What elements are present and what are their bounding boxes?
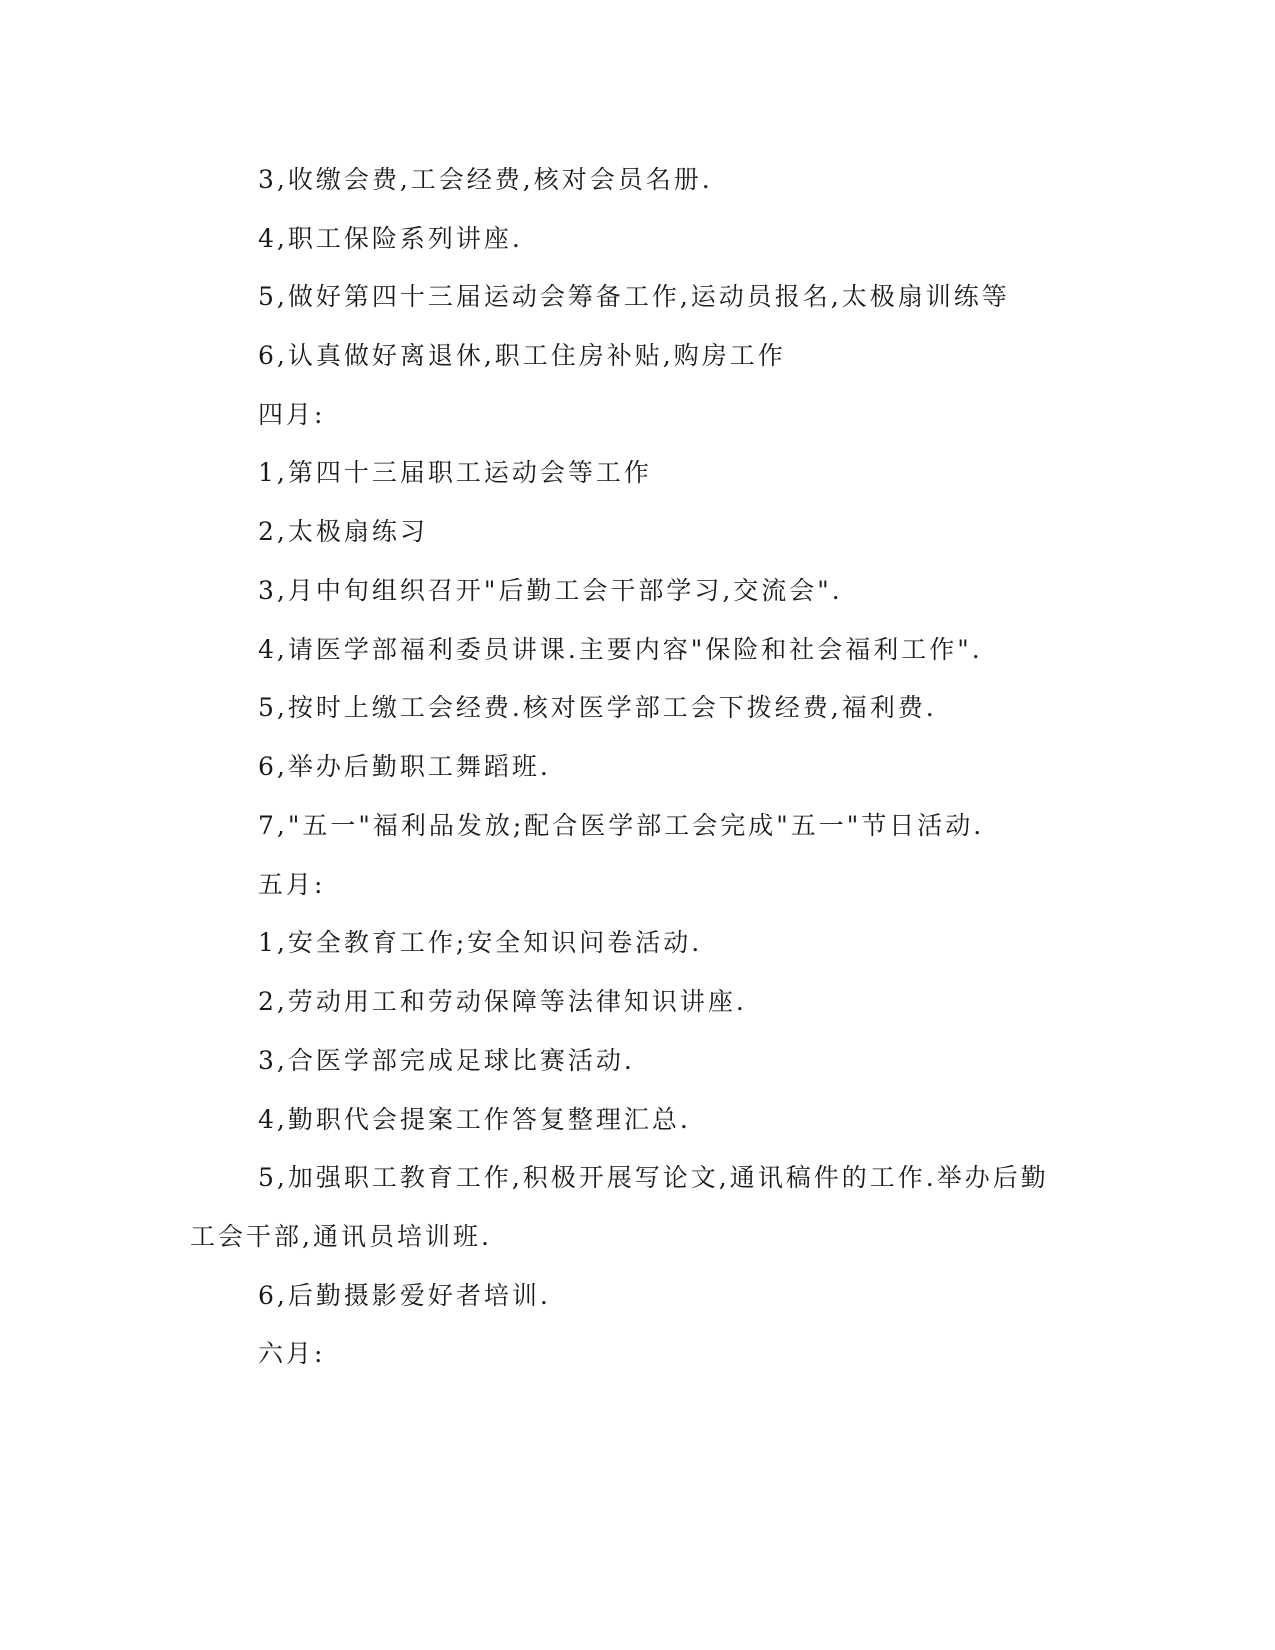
text-line: 3,合医学部完成足球比赛活动. — [258, 1046, 635, 1075]
text-line: 6,认真做好离退休,职工住房补贴,购房工作 — [258, 341, 786, 370]
text-line-continuation: 工会干部,通讯员培训班. — [190, 1222, 492, 1251]
section-heading-may: 五月: — [258, 870, 326, 899]
text-line: 5,按时上缴工会经费.核对医学部工会下拨经费,福利费. — [258, 693, 937, 722]
text-line: 4,职工保险系列讲座. — [258, 224, 523, 253]
section-heading-june: 六月: — [258, 1339, 326, 1368]
text-line: 2,劳动用工和劳动保障等法律知识讲座. — [258, 987, 747, 1016]
text-line: 1,第四十三届职工运动会等工作 — [258, 458, 652, 487]
text-line: 4,勤职代会提案工作答复整理汇总. — [258, 1105, 691, 1134]
text-line: 2,太极扇练习 — [258, 517, 428, 546]
text-line: 5,加强职工教育工作,积极开展写论文,通讯稿件的工作.举办后勤 — [258, 1163, 1049, 1192]
text-line: 6,举办后勤职工舞蹈班. — [258, 752, 551, 781]
text-line: 6,后勤摄影爱好者培训. — [258, 1281, 551, 1310]
text-line: 7,"五一"福利品发放;配合医学部工会完成"五一"节日活动. — [258, 811, 985, 840]
text-line: 4,请医学部福利委员讲课.主要内容"保险和社会福利工作". — [258, 635, 983, 664]
text-line: 5,做好第四十三届运动会筹备工作,运动员报名,太极扇训练等 — [258, 282, 1010, 311]
text-line: 1,安全教育工作;安全知识问卷活动. — [258, 928, 703, 957]
text-line: 3,月中旬组织召开"后勤工会干部学习,交流会". — [258, 576, 843, 605]
section-heading-april: 四月: — [258, 400, 326, 429]
text-line: 3,收缴会费,工会经费,核对会员名册. — [258, 165, 713, 194]
